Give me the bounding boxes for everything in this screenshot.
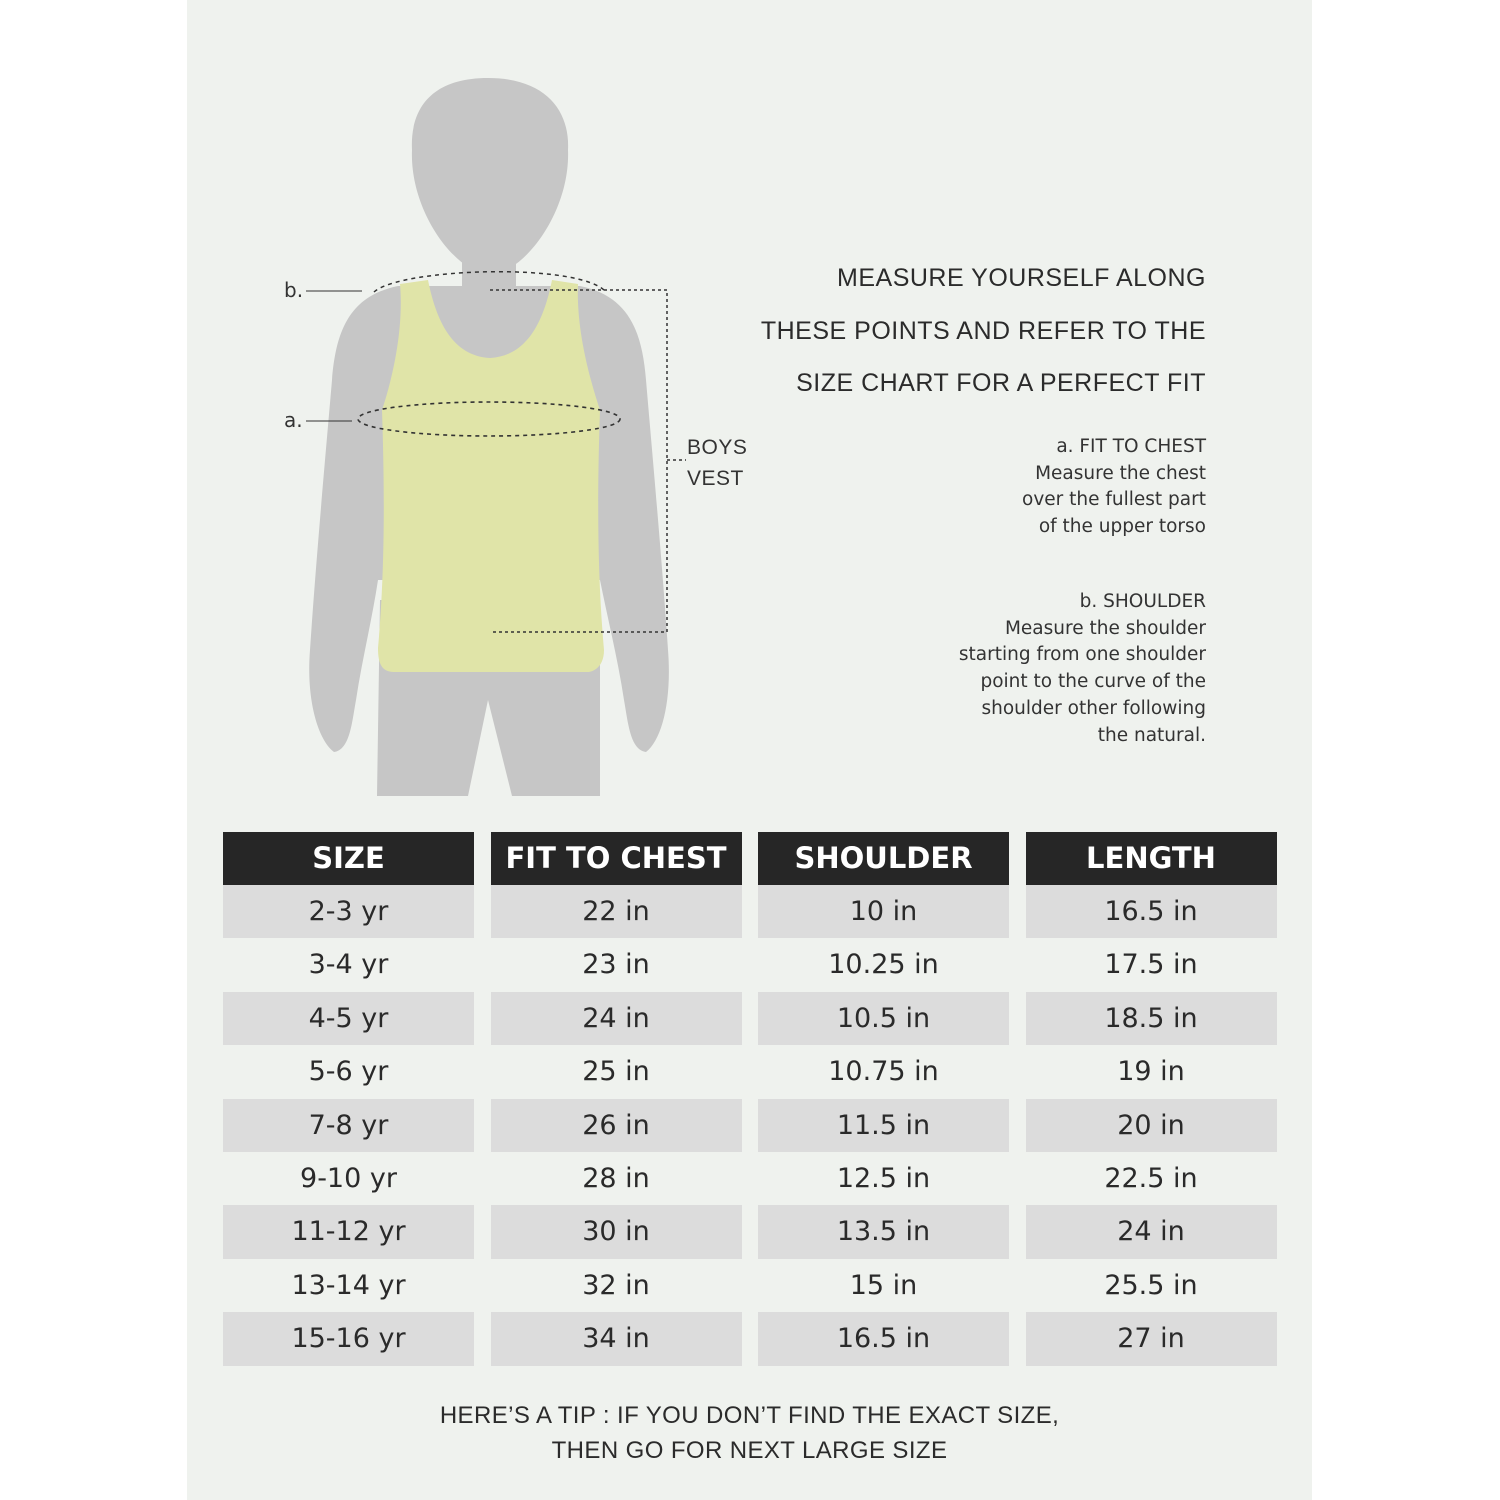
table-cell-chest: 23 in [582, 949, 650, 981]
headline-line: SIZE CHART FOR A PERFECT FIT [796, 369, 1206, 397]
table-cell-shoulder: 10 in [758, 885, 1009, 938]
table-cell-shoulder: 11.5 in [758, 1099, 1009, 1152]
tip-text [187, 1398, 1312, 1468]
column-header-length: LENGTH [1026, 832, 1277, 885]
shoulder-note [959, 589, 1206, 749]
vest-label [687, 432, 747, 494]
table-cell-size: 9-10 yr [300, 1162, 397, 1194]
shoulder-note-line: point to the curve of the [980, 671, 1206, 693]
headline-line: MEASURE YOURSELF ALONG [837, 264, 1206, 292]
chest-note-line: over the fullest part [1022, 489, 1206, 511]
shoulder-note-line: shoulder other following [981, 697, 1206, 719]
shoulder-note-line: the natural. [1097, 724, 1206, 746]
table-cell-length: 16.5 in [1026, 885, 1277, 938]
chest-note-line: of the upper torso [1038, 516, 1206, 538]
vest-label-line1: BOYS [687, 436, 748, 459]
table-cell-chest: 32 in [582, 1269, 650, 1301]
table-cell-length: 24 in [1026, 1205, 1277, 1258]
table-cell-chest: 22 in [491, 885, 742, 938]
table-cell-shoulder: 10.5 in [758, 992, 1009, 1045]
label-a: a. [284, 408, 303, 432]
tip-line: THEN GO FOR NEXT LARGE SIZE [551, 1437, 948, 1464]
column-size [223, 832, 474, 1366]
column-header-shoulder: SHOULDER [758, 832, 1009, 885]
table-cell-shoulder: 10.25 in [828, 949, 939, 981]
tip-line: HERE’S A TIP : IF YOU DON’T FIND THE EXACT SIZE, [439, 1402, 1060, 1429]
column-shoulder [758, 832, 1009, 1366]
table-cell-size: 7-8 yr [223, 1099, 474, 1152]
table-cell-length: 25.5 in [1104, 1269, 1198, 1301]
table-cell-length: 27 in [1026, 1312, 1277, 1365]
shoulder-note-line: starting from one shoulder [958, 644, 1206, 666]
column-chest [491, 832, 742, 1366]
table-cell-shoulder: 15 in [849, 1269, 918, 1301]
table-cell-shoulder: 13.5 in [758, 1205, 1009, 1258]
chest-note [1022, 434, 1206, 541]
headline [761, 252, 1206, 410]
table-cell-size: 2-3 yr [223, 885, 474, 938]
table-cell-size: 11-12 yr [223, 1205, 474, 1258]
chest-note-title: a. FIT TO CHEST [1056, 436, 1206, 457]
silhouette-neck [462, 240, 516, 290]
label-b: b. [284, 278, 304, 302]
chest-note-line: Measure the chest [1035, 462, 1206, 484]
table-cell-shoulder: 10.75 in [828, 1056, 939, 1088]
table-cell-shoulder: 12.5 in [836, 1162, 931, 1194]
headline-line: THESE POINTS AND REFER TO THE [760, 316, 1206, 345]
table-cell-length: 17.5 in [1104, 949, 1198, 981]
table-cell-length: 22.5 in [1104, 1162, 1198, 1194]
table-cell-length: 19 in [1117, 1056, 1185, 1088]
table-cell-size: 3-4 yr [308, 949, 389, 981]
table-cell-length: 18.5 in [1026, 992, 1277, 1045]
table-cell-chest: 26 in [491, 1099, 742, 1152]
silhouette-head [412, 78, 568, 268]
table-cell-shoulder: 16.5 in [758, 1312, 1009, 1365]
table-cell-size: 15-16 yr [223, 1312, 474, 1365]
column-header-chest: FIT TO CHEST [491, 832, 742, 885]
table-cell-chest: 30 in [491, 1205, 742, 1258]
shoulder-note-title: b. SHOULDER [1079, 591, 1206, 612]
column-length [1026, 832, 1277, 1366]
table-cell-size: 5-6 yr [308, 1056, 389, 1088]
table-cell-size: 13-14 yr [291, 1269, 406, 1301]
table-cell-size: 4-5 yr [223, 992, 474, 1045]
table-cell-chest: 28 in [582, 1162, 650, 1194]
table-cell-chest: 34 in [491, 1312, 742, 1365]
table-cell-chest: 25 in [582, 1056, 650, 1088]
table-cell-length: 20 in [1026, 1099, 1277, 1152]
table-cell-chest: 24 in [491, 992, 742, 1045]
vest-label-line2: VEST [687, 467, 744, 490]
column-header-size: SIZE [223, 832, 474, 885]
shoulder-note-line: Measure the shoulder [1004, 617, 1206, 639]
